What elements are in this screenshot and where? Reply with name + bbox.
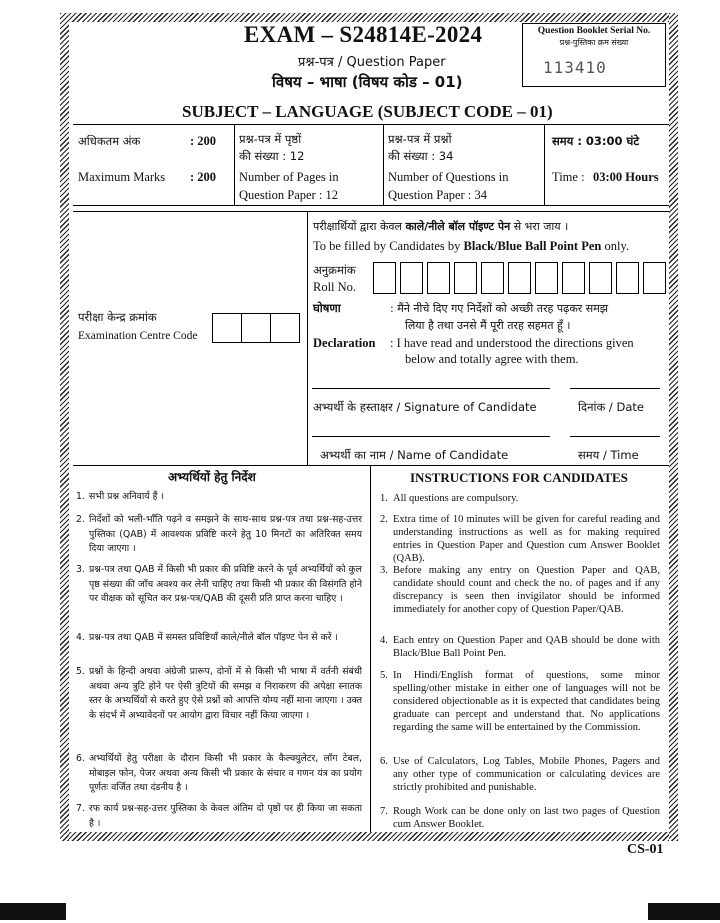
pages-hindi-1: प्रश्न-पत्र में पृष्ठों [239,132,302,146]
declaration-hindi-line-1: : मैंने नीचे दिए गए निर्देशों को अच्छी तरह पढ़कर समझ [390,302,609,315]
serial-number-box [522,23,666,87]
scan-mark-right [648,903,720,920]
date-label: दिनांक / Date [578,400,644,414]
roll-digit-box[interactable] [616,262,639,294]
signature-line[interactable] [312,388,550,389]
instructions-english-heading: INSTRUCTIONS FOR CANDIDATES [410,470,628,485]
max-marks-english: Maximum Marks [78,170,166,184]
roll-digit-box[interactable] [508,262,531,294]
name-line[interactable] [312,436,550,437]
time-hindi: समय : 03:00 घंटे [552,134,640,148]
pen-instruction-english: To be filled by Candidates by Black/Blue Ball Point Pen only. [313,239,630,253]
declaration-hindi-label: घोषणा [313,301,341,315]
hatched-border-top [60,13,678,22]
roll-digit-box[interactable] [481,262,504,294]
name-label: अभ्यर्थी का नाम / Name of Candidate [320,448,509,462]
centre-code-hindi: परीक्षा केन्द्र क्रमांक [78,310,157,324]
max-marks-english-value: : 200 [190,170,217,184]
roll-digit-box[interactable] [454,262,477,294]
roll-digit-box[interactable] [400,262,423,294]
centre-digit-box[interactable] [212,313,242,343]
questions-english-2: Question Paper : 34 [388,188,487,202]
serial-label-hindi: प्रश्न-पुस्तिका क्रम संख्या [559,38,629,47]
date-line[interactable] [570,388,660,389]
pages-english-2: Question Paper : 12 [239,188,338,202]
instructions-hindi-heading: अभ्यर्थियों हेतु निर्देश [168,470,256,484]
roll-no-hindi: अनुक्रमांक [313,263,356,277]
scan-mark-left [0,903,66,920]
time-line[interactable] [570,436,660,437]
max-marks-hindi-value: : 200 [190,134,217,148]
time-english-value: 03:00 Hours [593,170,659,184]
time-english-label: Time : [552,170,585,184]
roll-digit-box[interactable] [643,262,666,294]
max-marks-hindi: अधिकतम अंक [78,134,141,148]
pen-instruction-hindi: परीक्षार्थियों द्वारा केवल काले/नीले बॉल पॉइण्ट पेन से भरा जाय । [313,220,569,233]
centre-digit-box[interactable] [270,313,300,343]
serial-number: 113410 [543,58,607,77]
centre-code-english: Examination Centre Code [78,330,198,342]
hatched-border-left [60,13,69,841]
questions-hindi-1: प्रश्न-पत्र में प्रश्नों [388,132,452,146]
hatched-border-right [669,13,678,841]
roll-no-english: Roll No. [313,280,357,294]
roll-digit-box[interactable] [589,262,612,294]
declaration-english-line-1: : I have read and understood the directions given [390,336,634,350]
roll-digit-box[interactable] [562,262,585,294]
paper-code: CS-01 [627,842,664,857]
column-divider [370,465,371,832]
question-paper-line: प्रश्न-पत्र / Question Paper [298,55,446,70]
centre-digit-box[interactable] [241,313,271,343]
pages-hindi-2: की संख्या : 12 [239,149,305,163]
serial-label: Question Booklet Serial No. [537,26,651,36]
questions-english-1: Number of Questions in [388,170,509,184]
subject-english: SUBJECT – LANGUAGE (SUBJECT CODE – 01) [182,102,553,121]
instructions-hindi-list: 1. सभी प्रश्न अनिवार्य हैं । 2. निर्देशों को भली-भाँति पढ़ने व समझने के साथ-साथ प्रश्न-पत्र तथा प्रश्न-सह-उत्तर पुस्तिका (QAB) में आवश्यक प्रविष्टि करने हेतु 10 मिनटों का अतिरिक्त समय दिया जाएगा । 3. प्रश्न-पत्र तथा QAB में किसी भी प्रकार की प्रविष्टि करने के पूर्व अभ्यर्थियों को कुल पृष्ठ संख्या की जाँच अवश्य कर लेनी चाहिए तथा किसी भी प्रकार की विसंगति होने पर वीक्षक को सूचित कर प्रश्न-पत्र/QAB की दूसरी प्रति प्राप्त करना चाहिए । 4. प्रश्न-पत्र तथा QAB में समस्त प्रविष्टियाँ काले/नीले बॉल पॉइण्ट पेन से करें । 5. प्रश्नों के हिन्दी अथवा अंग्रेजी प्रारूप, दोनों में से किसी भी भाषा में वर्तनी संबंधी अथवा अन्य त्रुटि होने पर ऐसी त्रुटियों की समझ व निराकरण की अपेक्षा स्नातक स्तर के अभ्यर्थियों से करते हुए ऐसे प्रश्नों को आपत्ति योग्य नहीं माना जाएगा । उक्त के संदर्भ में अभ्यावेदनों पर आयोग द्वारा विचार नहीं किया जाएगा । 6. अभ्यर्थियों हेतु परीक्षा के दौरान किसी भी प्रकार के कैल्क्युलेटर, लॉग टेबल, मोबाइल फोन, पेजर अथवा अन्य किसी भी प्रकार के संचार व गणन यंत्र का प्रयोग पूर्णतः वर्जित तथा दंडनीय है । 7. रफ कार्य प्रश्न-सह-उत्तर पुस्तिका के केवल अंतिम दो पृष्ठों पर ही किया जा सकता है । [76,491,362,829]
instructions-english-list: 1. All questions are compulsory. 2. Extra time of 10 minutes will be given for careful reading and understanding instructions as well as for making required entries in Question Paper and Question cum Answer Booklet (QAB). 3. Before making any entry on Question Paper and QAB, candidate should count and check the no. of pages and if any discrepancy is seen then invigilator should be informed immediately for another copy of Question Paper/QAB. 4. Each entry on Question Paper and QAB should be done with Black/Blue Ball Point Pen. 5. In Hindi/English format of questions, some minor spelling/other mistake in either one of languages will not be considered objectionable as it is expected that candidates being graduate can percept and understand that. No applications regarding the same will be entertained by the Commission. 6. Use of Calculators, Log Tables, Mobile Phones, Pagers and any other type of communication or calculating devices are strictly prohibited and punishable. 7. Rough Work can be done only on last two pages of Question cum Answer Booklet. [380,493,660,830]
roll-digit-box[interactable] [535,262,558,294]
declaration-english-label: Declaration [313,336,376,350]
signature-label: अभ्यर्थी के हस्ताक्षर / Signature of Candidate [313,400,537,414]
questions-hindi-2: की संख्या : 34 [388,149,454,163]
exam-title: EXAM – S24814E-2024 [244,22,483,47]
pages-english-1: Number of Pages in [239,170,339,184]
roll-digit-box[interactable] [373,262,396,294]
subject-hindi: विषय – भाषा (विषय कोड – 01) [272,73,463,91]
declaration-hindi-line-2: लिया है तथा उनसे मैं पूरी तरह सहमत हूँ । [405,319,571,332]
roll-digit-box[interactable] [427,262,450,294]
declaration-english-line-2: below and totally agree with them. [405,352,579,366]
time-label: समय / Time [578,448,639,462]
